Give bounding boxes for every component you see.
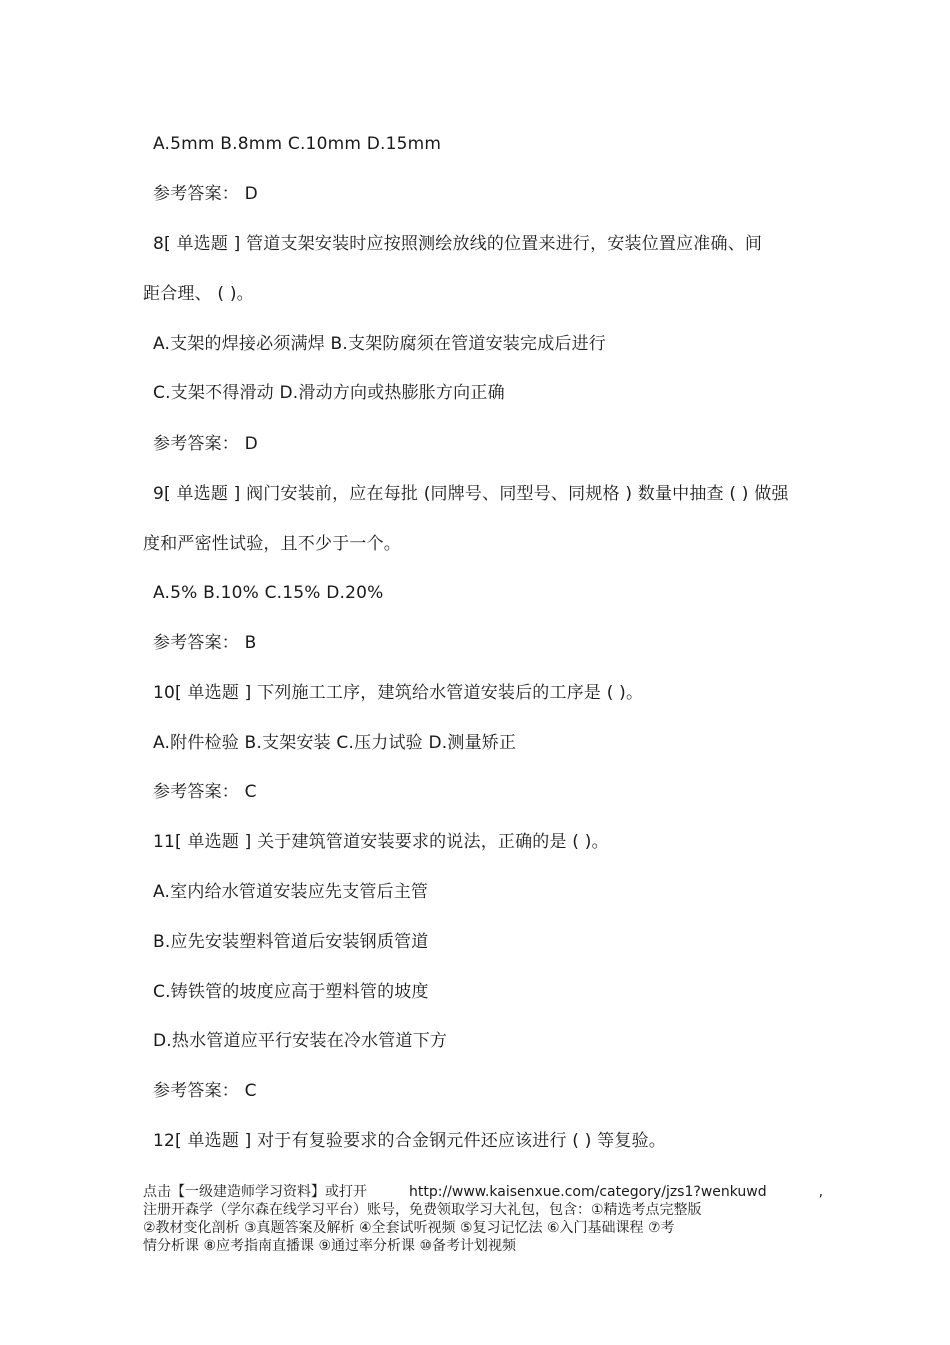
question-12: 12[ 单选题 ] 对于有复验要求的合金钢元件还应该进行 ( ) 等复验。: [153, 1131, 666, 1151]
option-q11-a: A.室内给水管道安装应先支管后主管: [153, 882, 429, 902]
footer-link[interactable]: http://www.kaisenxue.com/category/jzs1?wenkuwd: [409, 1184, 767, 1200]
answer-q8: 参考答案： D: [153, 434, 258, 454]
question-9-line2: 度和严密性试验，且不少于一个。: [143, 534, 401, 554]
question-11: 11[ 单选题 ] 关于建筑管道安装要求的说法，正确的是 ( )。: [153, 832, 609, 852]
footer-row-2: 注册开森学（学尔森在线学习平台）账号，免费领取学习大礼包，包含：①精选考点完整版: [143, 1202, 702, 1218]
question-8-line1: 8[ 单选题 ] 管道支架安装时应按照测绘放线的位置来进行，安装位置应准确、间: [153, 234, 763, 254]
answer-q7: 参考答案： D: [153, 184, 258, 204]
footer-row-1: [143, 1183, 824, 1201]
question-10: 10[ 单选题 ] 下列施工工序，建筑给水管道安装后的工序是 ( )。: [153, 683, 644, 703]
footer-comma: ,: [818, 1184, 824, 1200]
options-q7: A.5mm B.8mm C.10mm D.15mm: [153, 134, 442, 154]
question-8-line2: 距合理、 ( )。: [143, 284, 254, 304]
answer-q9: 参考答案： B: [153, 633, 257, 653]
question-9-line1: 9[ 单选题 ] 阀门安装前，应在每批 (同牌号、同型号、同规格 ) 数量中抽查 ( ) 做强: [153, 484, 789, 504]
footer-row-4: 情分析课 ⑧应考指南直播课 ⑨通过率分析课 ⑩备考计划视频: [143, 1238, 517, 1254]
footer-row-3: ②教材变化剖析 ③真题答案及解析 ④全套试听视频 ⑤复习记忆法 ⑥入门基础课程 ⑦考: [143, 1220, 675, 1236]
option-q11-c: C.铸铁管的坡度应高于塑料管的坡度: [153, 982, 429, 1002]
option-q11-d: D.热水管道应平行安装在冷水管道下方: [153, 1031, 448, 1051]
promo-footer: [143, 1183, 824, 1255]
option-q11-b: B.应先安装塑料管道后安装钢质管道: [153, 932, 429, 952]
footer-intro-text: 点击【一级建造师学习资料】或打开: [143, 1184, 367, 1200]
answer-q11: 参考答案： C: [153, 1081, 257, 1101]
options-q10: A.附件检验 B.支架安装 C.压力试验 D.测量矫正: [153, 733, 517, 753]
options-q8-ab: A.支架的焊接必须满焊 B.支架防腐须在管道安装完成后进行: [153, 334, 607, 354]
options-q8-cd: C.支架不得滑动 D.滑动方向或热膨胀方向正确: [153, 383, 505, 403]
options-q9: A.5% B.10% C.15% D.20%: [153, 583, 384, 603]
answer-q10: 参考答案： C: [153, 782, 257, 802]
